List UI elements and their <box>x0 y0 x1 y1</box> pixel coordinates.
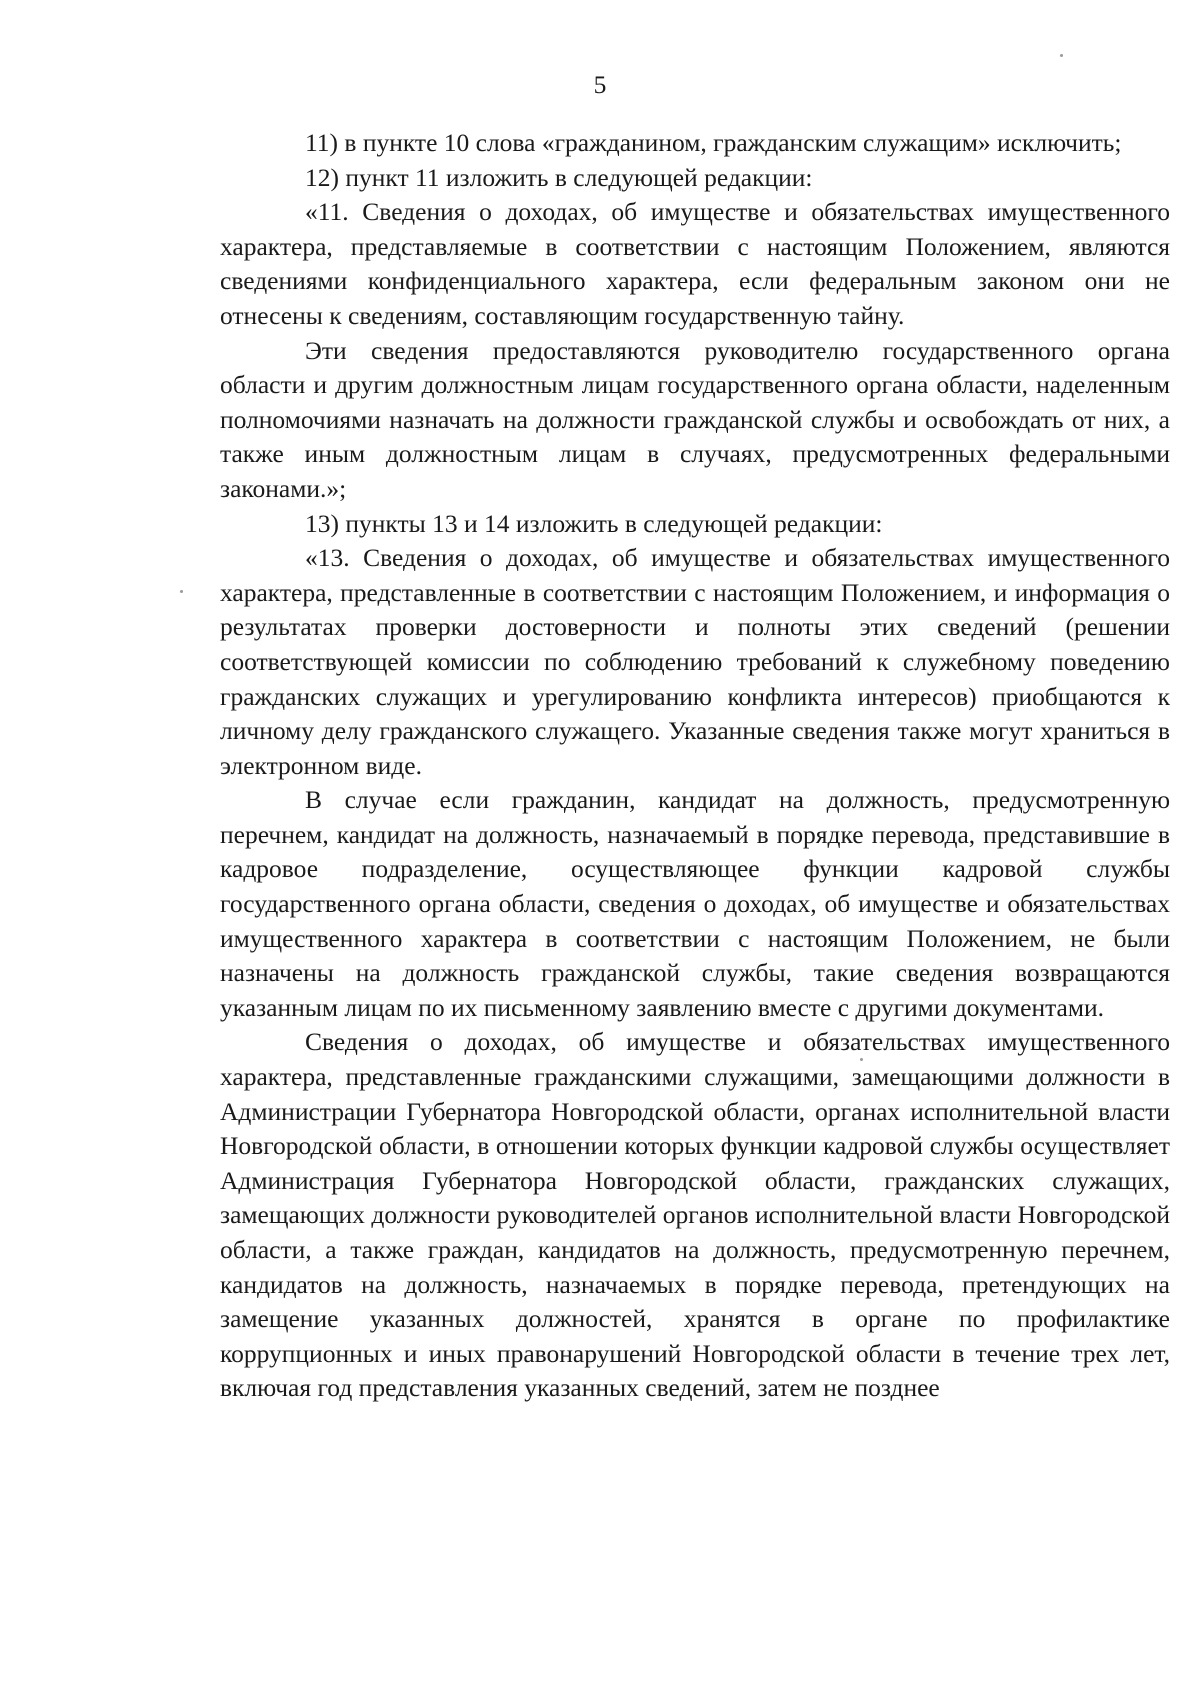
paragraph-clause-13: «13. Сведения о доходах, об имуществе и обязательствах имущественного характера, представленные в соответствии с настоящим Положением, и информация о результатах проверки достоверности и полноты этих сведений (решении соответствующей комиссии по соблюдению требований к служебному поведению гражданских служащих и урегулированию конфликта интересов) приобщаются к личному делу гражданского служащего. Указанные сведения также могут храниться в электронном виде. <box>220 543 1170 780</box>
paragraph-clause-11-part-2: Эти сведения предоставляются руководителю государственного органа области и другим должностным лицам государственного органа области, наделенным полномочиями назначать на должности гражданской службы и освобождать от них, а также иным должностным лицам в случаях, предусмотренных федеральными законами.»; <box>220 335 1170 503</box>
paragraph-item-11: 11) в пункте 10 слова «гражданином, гражданским служащим» исключить; <box>305 128 1122 157</box>
page-number: 5 <box>593 70 607 99</box>
document-body <box>220 126 1170 1406</box>
paragraph-item-12: 12) пункт 11 изложить в следующей редакции: <box>305 162 813 192</box>
paragraph-clause-13-part-3: Сведения о доходах, об имуществе и обязательствах имущественного характера, представленные гражданскими служащими, замещающими должности в Администрации Губернатора Новгородской области, органах исполнительной власти Новгородской области, в отношении которых функции кадровой службы осуществляет Администрация Губернатора Новгородской области, гражданских служащих, замещающих должности руководителей органов исполнительной власти Новгородской области, а также граждан, кандидатов на должность, предусмотренную перечнем, кандидатов на должность, назначаемых в порядке перевода, претендующих на замещение указанных должностей, хранятся в органе по профилактике коррупционных и иных правонарушений Новгородской области в течение трех лет, включая год представления указанных сведений, затем не позднее <box>220 1027 1170 1403</box>
scan-speck <box>860 1058 863 1061</box>
paragraph-item-13: 13) пункты 13 и 14 изложить в следующей редакции: <box>305 508 883 538</box>
scan-speck <box>180 590 183 593</box>
scan-speck <box>1060 54 1063 57</box>
paragraph-clause-13-part-2: В случае если гражданин, кандидат на должность, предусмотренную перечнем, кандидат на должность, назначаемый в порядке перевода, представившие в кадровое подразделение, осуществляющее функции кадровой службы государственного органа области, сведения о доходах, об имуществе и обязательствах имущественного характера в соответствии с настоящим Положением, не были назначены на должность гражданской службы, такие сведения возвращаются указанным лицам по их письменному заявлению вместе с другими документами. <box>220 785 1170 1022</box>
paragraph-clause-11: «11. Сведения о доходах, об имуществе и обязательствах имущественного характера, представляемые в соответствии с настоящим Положением, являются сведениями конфиденциального характера, если федеральным законом они не отнесены к сведениям, составляющим государственную тайну. <box>220 197 1170 330</box>
